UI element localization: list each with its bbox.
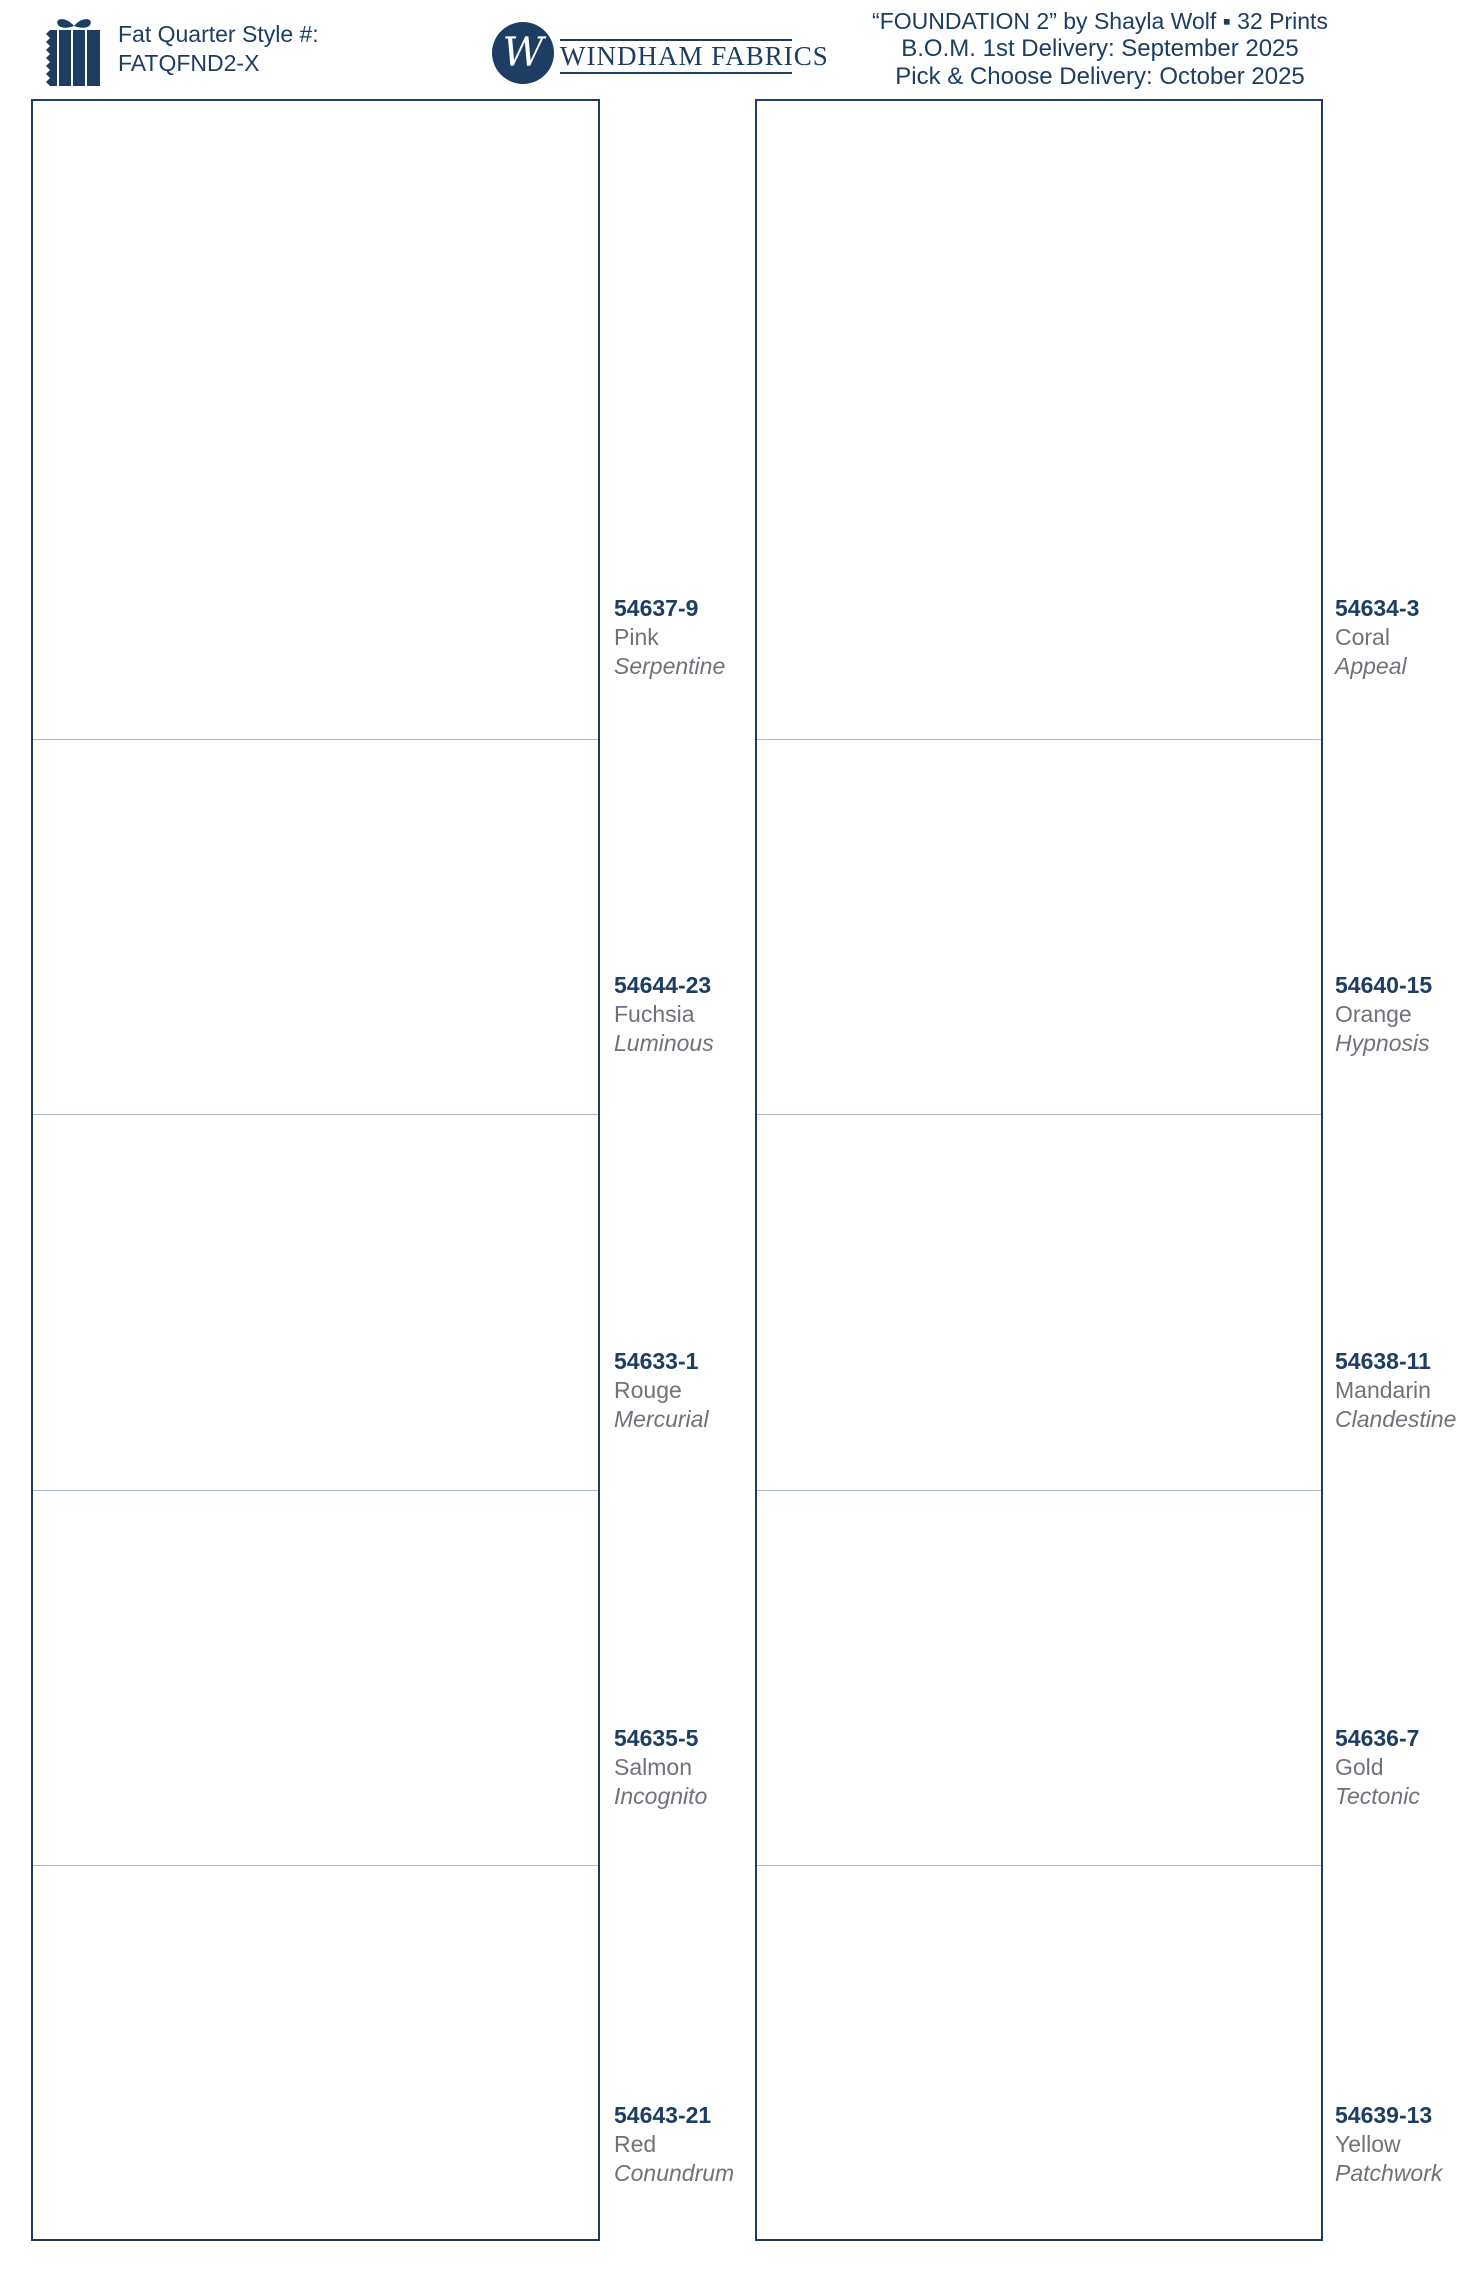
collection-line: “FOUNDATION 2” by Shayla Wolf ▪ 32 Prints xyxy=(872,8,1328,34)
pick-choose-delivery: Pick & Choose Delivery: October 2025 xyxy=(895,63,1305,90)
swatch-divider xyxy=(757,1114,1321,1115)
logo-rule-bottom xyxy=(560,72,792,74)
swatch-label xyxy=(1335,971,1432,1058)
bom-delivery: B.O.M. 1st Delivery: September 2025 xyxy=(901,35,1299,62)
print-code: 54639-13 xyxy=(1335,2102,1433,2128)
swatch-divider xyxy=(757,739,1321,740)
windham-logo-icon: W xyxy=(492,22,554,84)
swatch-divider xyxy=(33,1490,598,1491)
design-name: Hypnosis xyxy=(1335,1030,1430,1056)
swatch-label xyxy=(614,2101,734,2188)
print-code: 54636-7 xyxy=(1335,1725,1420,1751)
design-name: Luminous xyxy=(614,1030,714,1056)
color-name: Yellow xyxy=(1335,2131,1401,2157)
print-code: 54638-11 xyxy=(1335,1348,1431,1374)
design-name: Conundrum xyxy=(614,2160,735,2186)
swatch-divider xyxy=(757,1865,1321,1866)
swatch-label xyxy=(1335,1724,1420,1811)
swatch-column-right xyxy=(755,99,1323,2241)
swatch-label xyxy=(1335,2101,1442,2188)
color-name: Coral xyxy=(1335,624,1390,650)
print-code: 54644-23 xyxy=(614,972,712,998)
logo-wordmark: WINDHAM FABRICS xyxy=(560,41,829,71)
swatch-label xyxy=(614,594,725,681)
color-name: Salmon xyxy=(614,1754,692,1780)
print-code: 54633-1 xyxy=(614,1348,699,1374)
design-name: Mercurial xyxy=(614,1406,709,1432)
print-code: 54635-5 xyxy=(614,1725,699,1751)
design-name: Patchwork xyxy=(1335,2160,1443,2186)
print-code: 54637-9 xyxy=(614,595,699,621)
design-name: Clandestine xyxy=(1335,1406,1457,1432)
design-name: Incognito xyxy=(614,1783,708,1809)
swatch-label xyxy=(614,1724,707,1811)
style-label: Fat Quarter Style #: xyxy=(118,21,319,47)
design-name: Appeal xyxy=(1335,653,1407,679)
swatch-divider xyxy=(33,1865,598,1866)
color-name: Rouge xyxy=(614,1377,682,1403)
color-name: Fuchsia xyxy=(614,1001,695,1027)
color-name: Red xyxy=(614,2131,657,2157)
color-name: Gold xyxy=(1335,1754,1384,1780)
style-number: FATQFND2-X xyxy=(118,50,260,76)
print-code: 54634-3 xyxy=(1335,595,1420,621)
swatch-label xyxy=(614,1347,709,1434)
color-name: Orange xyxy=(1335,1001,1412,1027)
color-name: Mandarin xyxy=(1335,1377,1431,1403)
color-name: Pink xyxy=(614,624,659,650)
swatch-column-left xyxy=(31,99,600,2241)
swatch-divider xyxy=(757,1490,1321,1491)
swatch-divider xyxy=(33,1114,598,1115)
swatch-label xyxy=(1335,1347,1456,1434)
print-code: 54640-15 xyxy=(1335,972,1433,998)
swatch-label xyxy=(614,971,714,1058)
swatch-label xyxy=(1335,594,1419,681)
design-name: Tectonic xyxy=(1335,1783,1420,1809)
print-code: 54643-21 xyxy=(614,2102,712,2128)
fat-quarter-bundle-icon xyxy=(36,16,112,88)
design-name: Serpentine xyxy=(614,653,726,679)
swatch-divider xyxy=(33,739,598,740)
